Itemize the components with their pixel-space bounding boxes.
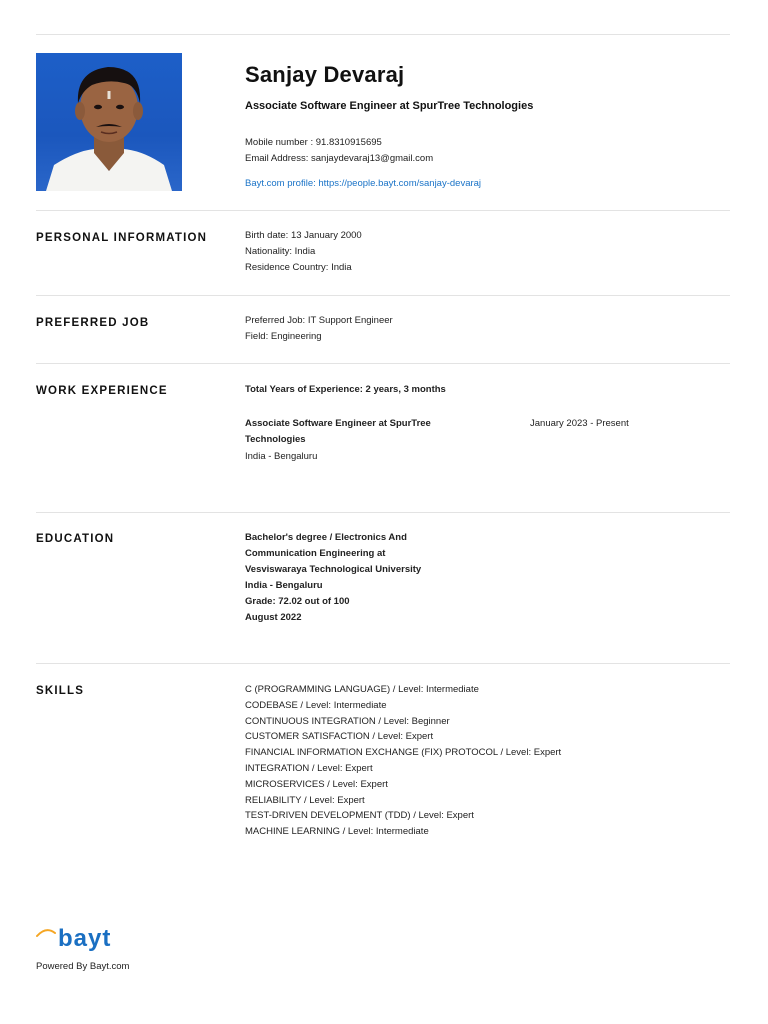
bayt-profile-link[interactable]: Bayt.com profile: https://people.bayt.com/sanjay-devaraj xyxy=(245,178,482,189)
preferred-job-heading: PREFERRED JOB xyxy=(36,317,150,329)
education-line: Grade: 72.02 out of 100 xyxy=(245,596,350,607)
nationality: Nationality: India xyxy=(245,246,316,257)
education-line: Communication Engineering at xyxy=(245,548,386,559)
candidate-headline: Associate Software Engineer at SpurTree Technologies xyxy=(245,100,534,112)
job-dates: January 2023 - Present xyxy=(530,418,629,429)
job-entry xyxy=(245,416,431,465)
education-block xyxy=(245,530,421,626)
section-divider xyxy=(36,210,730,211)
education-line: India - Bengaluru xyxy=(245,580,323,591)
job-title-line-2: Technologies xyxy=(245,434,306,445)
personal-info-heading: PERSONAL INFORMATION xyxy=(36,232,208,244)
email-address: Email Address: sanjaydevaraj13@gmail.com xyxy=(245,153,434,164)
work-experience-heading: WORK EXPERIENCE xyxy=(36,385,168,397)
candidate-name: Sanjay Devaraj xyxy=(245,62,405,87)
job-location: India - Bengaluru xyxy=(245,451,318,462)
education-heading: EDUCATION xyxy=(36,533,115,545)
skill-item: FINANCIAL INFORMATION EXCHANGE (FIX) PROTOCOL / Level: Expert xyxy=(245,747,562,759)
skill-item: CUSTOMER SATISFACTION / Level: Expert xyxy=(245,731,434,743)
person-portrait-icon xyxy=(36,53,182,191)
section-divider xyxy=(36,363,730,364)
section-divider xyxy=(36,295,730,296)
section-divider xyxy=(36,512,730,513)
residence-country: Residence Country: India xyxy=(245,262,352,273)
skill-item: RELIABILITY / Level: Expert xyxy=(245,794,365,806)
top-divider xyxy=(36,34,730,35)
job-title-line-1: Associate Software Engineer at SpurTree xyxy=(245,418,431,429)
total-experience: Total Years of Experience: 2 years, 3 months xyxy=(245,384,446,395)
skill-item: MACHINE LEARNING / Level: Intermediate xyxy=(245,826,429,838)
skills-heading: SKILLS xyxy=(36,685,85,697)
section-divider xyxy=(36,663,730,664)
preferred-job: Preferred Job: IT Support Engineer xyxy=(245,315,393,326)
education-line: August 2022 xyxy=(245,612,302,623)
skills-list xyxy=(245,682,561,840)
mobile-number: Mobile number : 91.8310915695 xyxy=(245,137,382,148)
birth-date: Birth date: 13 January 2000 xyxy=(245,230,362,241)
preferred-field: Field: Engineering xyxy=(245,331,322,342)
skill-item: CODEBASE / Level: Intermediate xyxy=(245,699,387,711)
powered-by: Powered By Bayt.com xyxy=(36,961,130,972)
skill-item: INTEGRATION / Level: Expert xyxy=(245,762,373,774)
skill-item: CONTINUOUS INTEGRATION / Level: Beginner xyxy=(245,715,450,727)
skill-item: MICROSERVICES / Level: Expert xyxy=(245,778,388,790)
bayt-logo-text: bayt xyxy=(58,925,112,952)
preferred-job-block xyxy=(245,313,393,345)
skill-item: C (PROGRAMMING LANGUAGE) / Level: Intermediate xyxy=(245,684,479,695)
skill-item: TEST-DRIVEN DEVELOPMENT (TDD) / Level: Expert xyxy=(245,810,474,822)
bayt-logo xyxy=(36,924,156,954)
profile-photo xyxy=(36,53,182,191)
education-line: Vesviswaraya Technological University xyxy=(245,564,422,575)
personal-info-block xyxy=(245,228,362,276)
education-line: Bachelor's degree / Electronics And xyxy=(245,532,407,543)
